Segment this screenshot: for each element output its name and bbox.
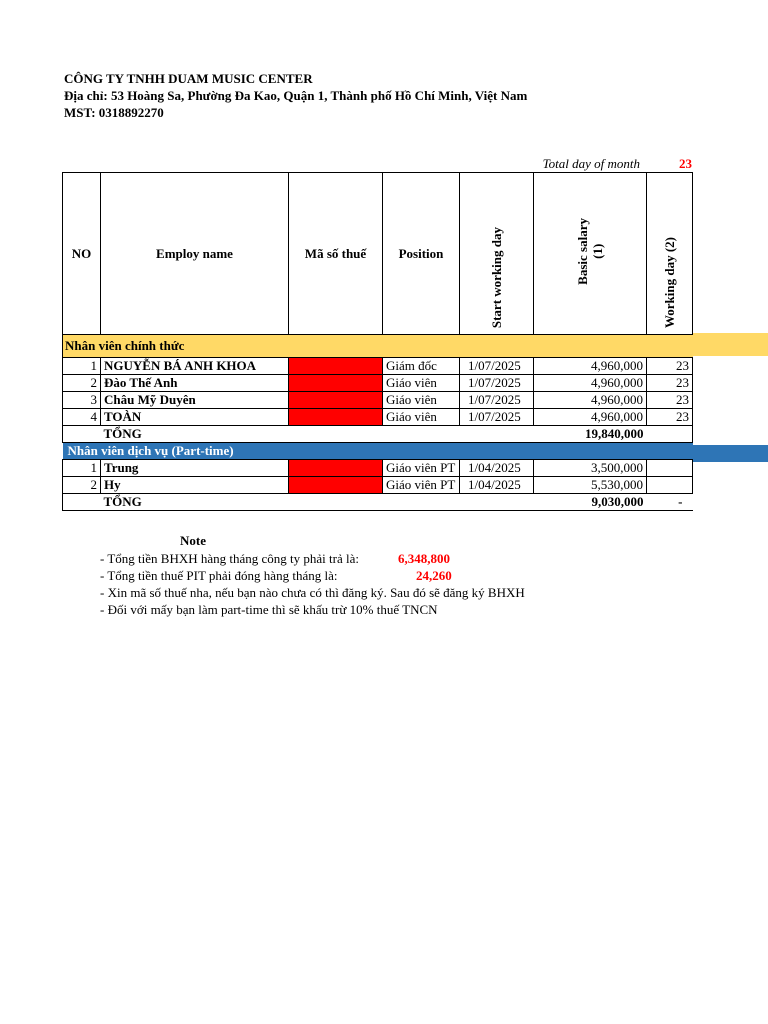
note-bhxh: - Tổng tiền BHXH hàng tháng công ty phải trả là: 6,348,800 [100, 551, 450, 566]
header-tax-code: Mã số thuế [289, 173, 383, 335]
table-header-row [63, 173, 693, 335]
table-row: 4 TOÀN Giáo viên 1/07/2025 4,960,000 23 [63, 409, 693, 426]
company-address: Địa chỉ: 53 Hoàng Sa, Phường Đa Kao, Quận 1, Thành phố Hồ Chí Minh, Việt Nam [64, 88, 528, 103]
company-tax-code: MST: 0318892270 [64, 105, 164, 120]
tax-code-cell [289, 392, 383, 409]
total-label: TỔNG [101, 494, 289, 511]
company-header [64, 70, 527, 121]
parttime-section-title: Nhân viên dịch vụ (Part-time) [63, 443, 693, 460]
employee-table [62, 172, 693, 511]
table-row: 2 Hy Giáo viên PT 1/04/2025 5,530,000 [63, 477, 693, 494]
parttime-total-row [63, 494, 693, 511]
total-day-of-month [480, 156, 692, 172]
header-start-working-day: Start working day [460, 173, 534, 335]
total-day-label: Total day of month [542, 156, 640, 171]
note-parttime-tax: - Đối với mấy bạn làm part-time thì sẽ khấu trừ 10% thuế TNCN [100, 602, 438, 617]
parttime-total-salary: 9,030,000 [534, 494, 647, 511]
tax-code-cell [289, 358, 383, 375]
fulltime-total-salary: 19,840,000 [534, 426, 647, 443]
header-basic-salary: Basic salary (1) [534, 173, 647, 335]
header-employ-name: Employ name [101, 173, 289, 335]
fulltime-section-row [63, 335, 693, 358]
table-row: 2 Đào Thế Anh Giáo viên 1/07/2025 4,960,000 23 [63, 375, 693, 392]
parttime-section-row [63, 443, 693, 460]
tax-code-cell [289, 409, 383, 426]
bhxh-amount: 6,348,800 [398, 551, 450, 566]
notes-list [100, 550, 525, 618]
tax-code-cell [289, 460, 383, 477]
fulltime-section-title: Nhân viên chính thức [63, 335, 693, 358]
header-working-day: Working day (2) [647, 173, 693, 335]
tax-code-cell [289, 375, 383, 392]
total-label: TỔNG [101, 426, 289, 443]
table-row: 1 Trung Giáo viên PT 1/04/2025 3,500,000 [63, 460, 693, 477]
note-title: Note [180, 533, 206, 548]
table-row: 3 Châu Mỹ Duyên Giáo viên 1/07/2025 4,960,000 23 [63, 392, 693, 409]
fulltime-total-row [63, 426, 693, 443]
note-pit: - Tổng tiền thuế PIT phải đóng hàng tháng là: 24,260 [100, 568, 452, 583]
tax-code-cell [289, 477, 383, 494]
header-no: NO [63, 173, 101, 335]
fulltime-band-extension [692, 333, 768, 356]
company-name: CÔNG TY TNHH DUAM MUSIC CENTER [64, 71, 313, 86]
pit-amount: 24,260 [416, 568, 452, 583]
note-tax-registration: - Xin mã số thuế nha, nếu bạn nào chưa có thì đăng ký. Sau đó sẽ đăng ký BHXH [100, 585, 525, 600]
table-row: 1 NGUYỄN BÁ ANH KHOA Giám đốc 1/07/2025 4,960,000 23 [63, 358, 693, 375]
header-position: Position [383, 173, 460, 335]
parttime-band-extension [692, 445, 768, 462]
total-day-value: 23 [679, 156, 692, 171]
parttime-total-days: - [647, 494, 693, 511]
